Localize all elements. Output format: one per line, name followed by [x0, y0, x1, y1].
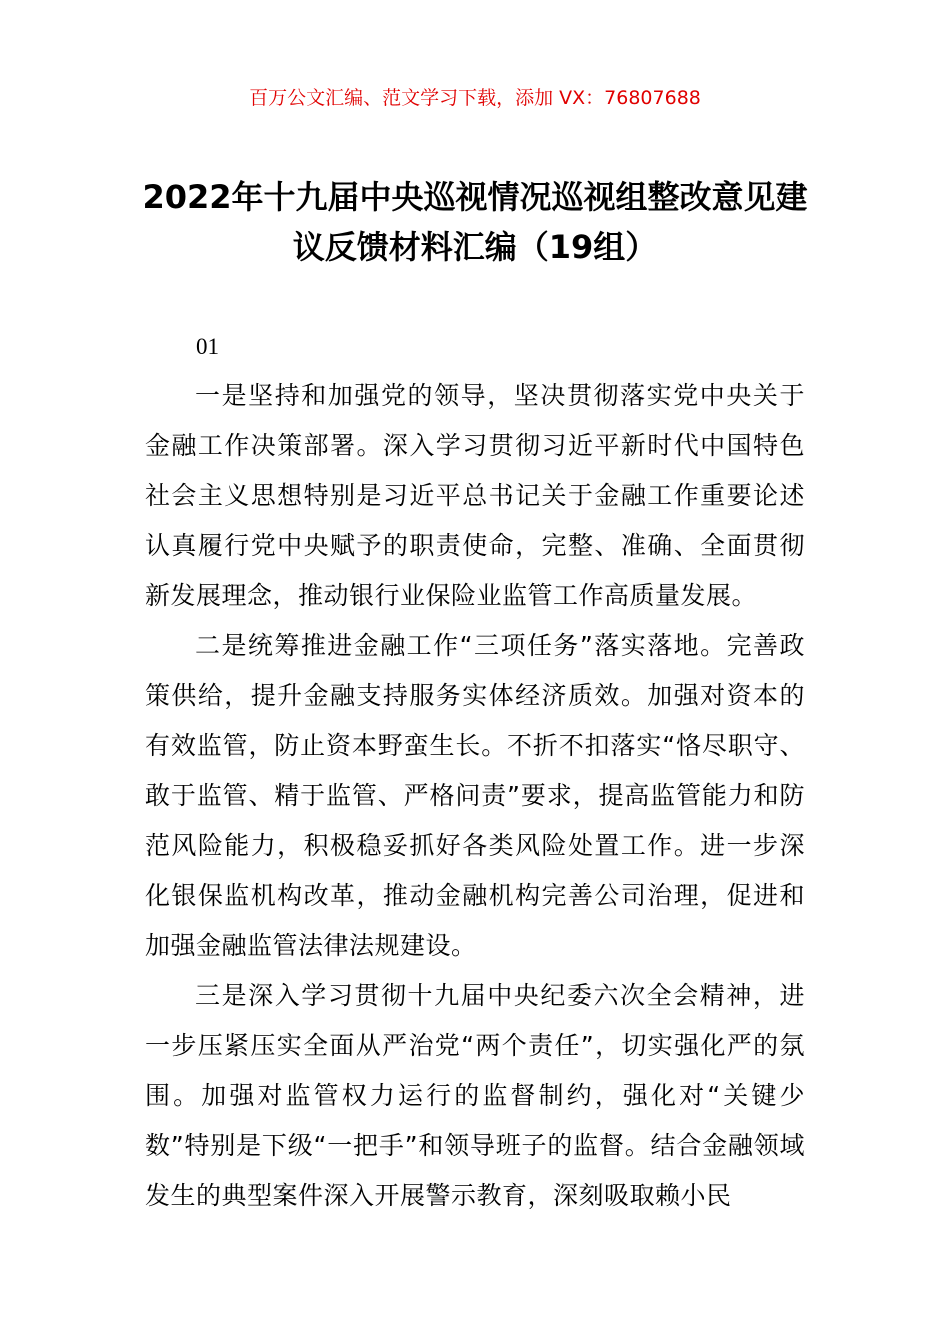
watermark-header-note: 百万公文汇编、范文学习下载，添加 VX：76807688: [249, 87, 701, 109]
paragraph-1: 一是坚持和加强党的领导，坚决贯彻落实党中央关于金融工作决策部署。深入学习贯彻习近平新时代中国特色社会主义思想特别是习近平总书记关于金融工作重要论述认真履行党中央赋予的职责使命，完整、准确、全面贯彻新发展理念，推动银行业保险业监管工作高质量发展。: [145, 381, 805, 610]
paragraph-3: 三是深入学习贯彻十九届中央纪委六次全会精神，进一步压紧压实全面从严治党“两个责任”，切实强化严的氛围。加强对监管权力运行的监督制约，强化对“关键少数”特别是下级“一把手”和领导班子的监督。结合金融领域发生的典型案件深入开展警示教育，深刻吸取赖小民: [145, 981, 805, 1210]
paragraph-2: 二是统筹推进金融工作“三项任务”落实落地。完善政策供给，提升金融支持服务实体经济质效。加强对资本的有效监管，防止资本野蛮生长。不折不扣落实“恪尽职守、敢于监管、精于监管、严格问责”要求，提高监管能力和防范风险能力，积极稳妥抓好各类风险处置工作。进一步深化银保监机构改革，推动金融机构完善公司治理，促进和加强金融监管法律法规建设。: [145, 631, 805, 960]
section-number: 01: [196, 334, 219, 359]
document-title: 2022年十九届中央巡视情况巡视组整改意见建议反馈材料汇编（19组）: [142, 178, 808, 266]
document-body: [145, 371, 805, 1221]
